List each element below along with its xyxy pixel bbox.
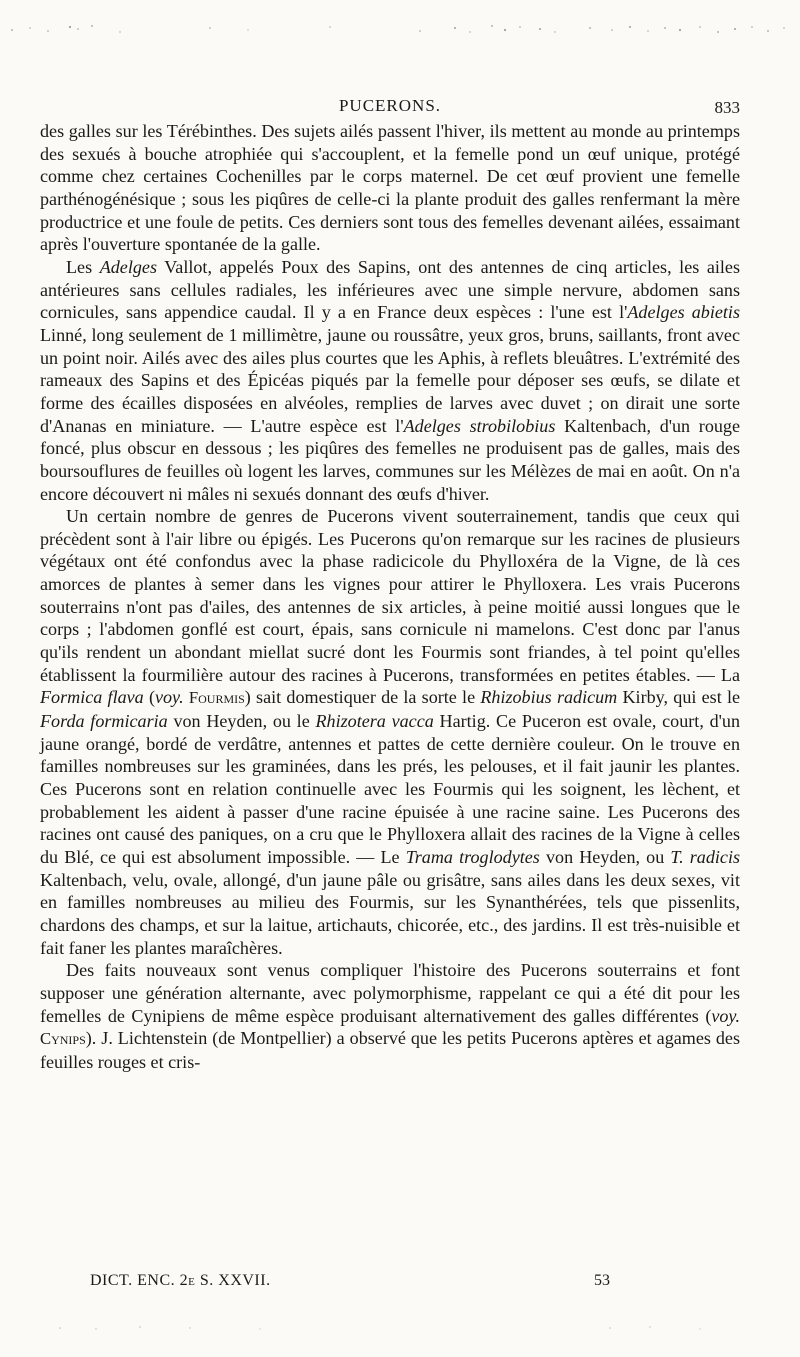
scan-noise-top [0,18,800,48]
text-run: Vallot, appelés Poux des Sapins, ont des antennes de cinq articles, les ailes antérieures sans cellules radiales, les inférieures avec une simple nervure, abdomen sans cornicules, sans appendice caudal. Il y a en France deux espèces : l'une est l' [40,256,740,323]
paragraph [40,959,740,1073]
scan-noise-bottom [0,1318,800,1338]
italic-run: Trama troglodytes [405,847,540,867]
small-caps-run: Cynips [40,1029,86,1049]
text-run: von Heyden, ou le [167,711,316,732]
running-header [40,92,740,120]
italic-run: Adelges [99,256,157,277]
italic-run: Formica flava [40,687,144,708]
page-footer [90,1272,610,1296]
sheet-number: 53 [594,1272,610,1289]
italic-run: voy. [154,687,184,708]
text-run: ). J. Lichtenstein (de Montpellier) a observé que les petits Pucerons aptères et agames des feuilles rouges et cris- [40,1028,740,1072]
paragraph [40,505,740,959]
text-run: ( [143,687,155,708]
italic-run: Forda formicaria [40,711,168,732]
text-run: Des faits nouveaux sont venus compliquer l'histoire des Pucerons souterrains et font supposer une génération alternante, avec polymorphisme, rappelant ce qui a été dit pour les femelles de Cynipiens de même espèce produisant alternativement des galles différentes ( [40,960,740,1026]
text-run: Un certain nombre de genres de Pucerons vivent souterrainement, tandis que ceux qui précèdent sont à l'air libre ou épigés. Les Pucerons qu'on remarque sur les racines de plusieurs végétaux ont été confondus avec la phase radicicole du Phylloxéra de la Vigne, de là ces amorces de plantes à semer dans les vignes pour attirer le Phylloxera. Les vrais Pucerons souterrains n'ont pas d'ailes, des antennes de six articles, à peine moitié aussi longues que le corps ; l'abdomen gonflé est court, épais, sans cornicule ni mamelons. C'est donc par l'anus qu'ils rendent un abondant miellat sucré dont les Fourmis sont friandes, à tel point qu'elles établissent la fourmilière autour des racines à Pucerons, transformées en petites étables. — La [40,506,740,685]
text-run: Les [66,256,100,277]
italic-run: Adelges abietis [627,302,740,323]
italic-run: voy. [711,1005,740,1026]
text-run: des galles sur les Térébinthes. Des sujets ailés passent l'hiver, ils mettent au monde au printemps des sexués à bouche atrophiée qui s'accouplent, et la femelle pond un œuf unique, protégé comme chez certaines Cochenilles par le corps maternel. De cet œuf provient une femelle parthénogénésique ; sous les piqûres de celle-ci la plante produit des galles renfermant la mère productrice et une foule de petits. Ces derniers sont tous des femelles devenant ailées, essaimant après l'ouverture spontanée de la galle. [40,121,740,255]
text-run: ) sait domestiquer de la sorte le [244,687,481,708]
running-title: PUCERONS. [338,96,442,115]
text-run: Hartig. Ce Puceron est ovale, court, d'un jaune orangé, bordé de verdâtre, antennes et pattes de cette dernière couleur. On le trouve en familles nombreuses sur les graminées, dans les prés, les pelouses, et il fait jaunir les plantes. Ces Pucerons sont en relation continuelle avec les Fourmis qui les soignent, les lèchent, et probablement les aident à passer d'une racine épuisée à une racine saine. Les Pucerons des racines ont causé des paniques, on a cru que le Phylloxera allait des racines de la Vigne à celles du Blé, ce qui est absolument impossible. — Le [40,711,740,867]
text-run: von Heyden, ou [539,847,671,867]
italic-run: Rhizotera vacca [315,711,434,732]
italic-run: Adelges strobilobius [403,415,556,436]
italic-run: Rhizobius radicum [480,687,618,708]
body-text [40,120,740,1074]
paragraph [40,120,740,256]
text-run: Kaltenbach, d'un rouge foncé, plus obscur en dessous ; les piqûres des femelles ne produisent pas de galles, mais des boursouflures de feuilles où logent les larves, communes sur les Mélèzes de mai en août. On n'a encore découvert ni mâles ni sexués donnant des œufs d'hiver. [40,415,740,504]
text-run: Kirby, qui est le [617,687,741,708]
paragraph [40,256,740,505]
text-run: Linné, long seulement de 1 millimètre, jaune ou roussâtre, yeux gros, bruns, saillants, front avec un point noir. Ailés avec des ailes plus courtes que les Aphis, à reflets bleuâtres. L'extrémité des rameaux des Sapins et des Épicéas piqués par la femelle pour déposer ses œufs, se dilate et forme des écailles disposées en alvéoles, remplies de larves avec duvet ; on dirait une sorte d'Ananas en miniature. — L'autre espèce est l' [40,324,740,436]
small-caps-run: Fourmis [188,688,245,708]
italic-run: T. radicis [670,847,741,867]
signature-mark: DICT. ENC. 2e S. XXVII. [90,1272,271,1289]
page-number: 833 [714,98,740,117]
text-run: Kaltenbach, velu, ovale, allongé, d'un jaune pâle ou grisâtre, sans ailes dans les deux sexes, vit en familles nombreuses au milieu des Fourmis, sur les Synanthérées, tels que pissenlits, chardons des champs, et sur la laitue, artichauts, chicorée, etc., des jardins. Il est très-nuisible et fait faner les plantes maraîchères. [40,869,740,958]
